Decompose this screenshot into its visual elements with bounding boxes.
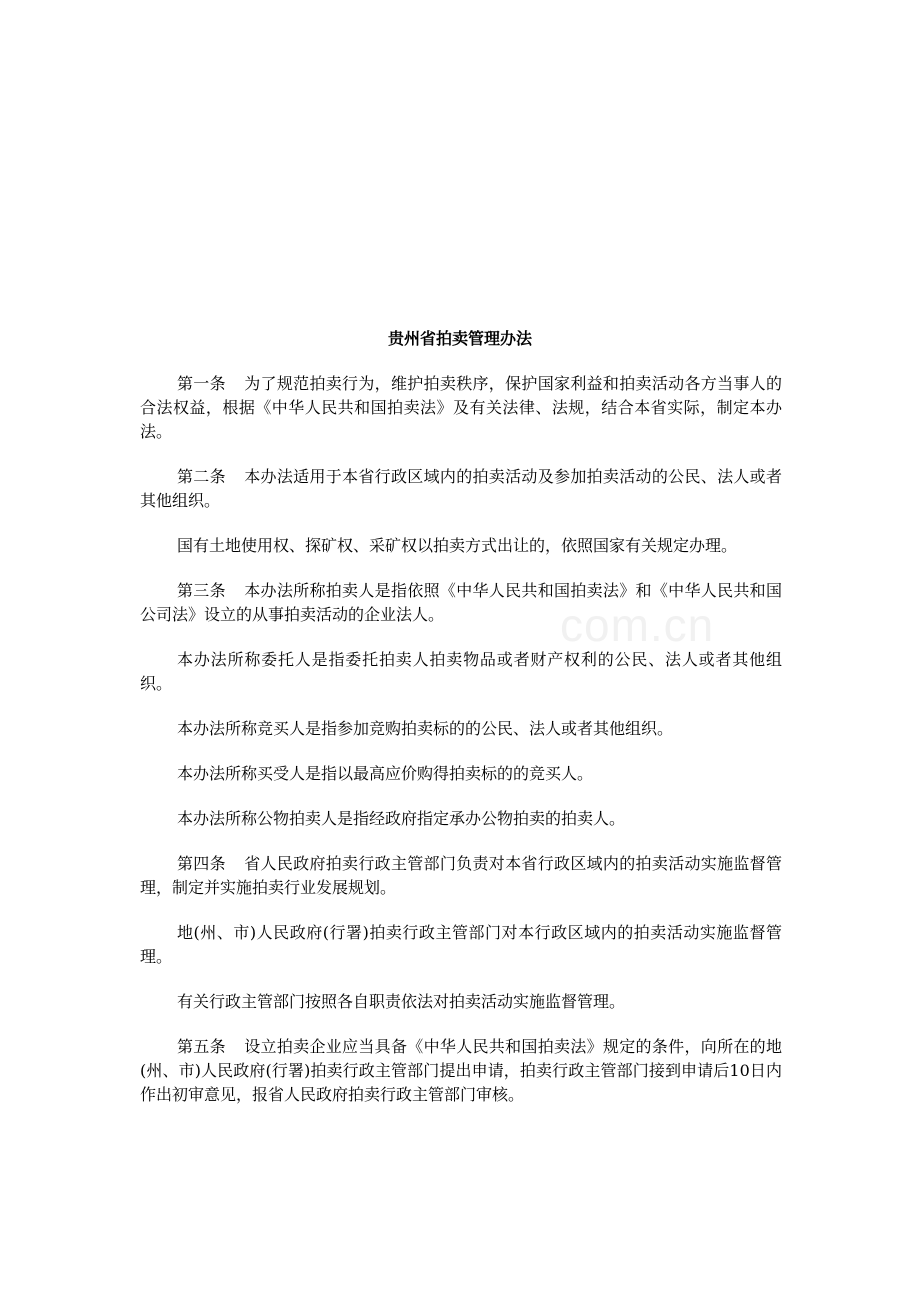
paragraph-text: 本办法所称委托人是指委托拍卖人拍卖物品或者财产权利的公民、法人或者其他组织。 (140, 650, 782, 693)
paragraph (140, 990, 782, 1014)
paragraph (140, 579, 782, 627)
article-label: 第一条 (177, 374, 226, 393)
paragraph (140, 921, 782, 969)
paragraph-text: 设立拍卖企业应当具备《中华人民共和国拍卖法》规定的条件，向所在的地(州、市)人民政府(行署)拍卖行政主管部门提出申请，拍卖行政主管部门接到申请后10日内作出初审意见，报省人民政府拍卖行政主管部门审核。 (140, 1037, 782, 1104)
paragraph-text: 本办法所称买受人是指以最高应价购得拍卖标的的竞买人。 (177, 764, 594, 783)
paragraph-text: 本办法所称公物拍卖人是指经政府指定承办公物拍卖的拍卖人。 (177, 809, 626, 828)
article-label: 第四条 (177, 854, 226, 873)
paragraph-text: 地(州、市)人民政府(行署)拍卖行政主管部门对本行政区域内的拍卖活动实施监督管理。 (140, 923, 782, 966)
article-label: 第三条 (177, 581, 226, 600)
paragraph-text: 本办法所称竞买人是指参加竞购拍卖标的的公民、法人或者其他组织。 (177, 719, 674, 738)
paragraph-text: 本办法所称拍卖人是指依照《中华人民共和国拍卖法》和《中华人民共和国公司法》设立的从事拍卖活动的企业法人。 (140, 581, 782, 624)
paragraph (140, 717, 782, 741)
paragraph-text: 有关行政主管部门按照各自职责依法对拍卖活动实施监督管理。 (177, 992, 626, 1011)
paragraph (140, 648, 782, 696)
document-title: 贵州省拍卖管理办法 (387, 329, 532, 348)
paragraph-text: 为了规范拍卖行为，维护拍卖秩序，保护国家利益和拍卖活动各方当事人的合法权益，根据《中华人民共和国拍卖法》及有关法律、法规，结合本省实际，制定本办法。 (140, 374, 782, 441)
paragraph (140, 465, 782, 513)
watermark: com.cn (560, 599, 715, 651)
article-label: 第五条 (177, 1037, 226, 1056)
paragraph (140, 807, 782, 831)
paragraph (140, 534, 782, 558)
paragraph (140, 372, 782, 444)
paragraph (140, 852, 782, 900)
paragraph-text: 国有土地使用权、探矿权、采矿权以拍卖方式出让的，依照国家有关规定办理。 (177, 536, 738, 555)
paragraph (140, 1035, 782, 1107)
document-body (140, 372, 782, 1128)
paragraph-text: 本办法适用于本省行政区域内的拍卖活动及参加拍卖活动的公民、法人或者其他组织。 (140, 467, 782, 510)
paragraph (140, 762, 782, 786)
article-label: 第二条 (177, 467, 226, 486)
paragraph-text: 省人民政府拍卖行政主管部门负责对本省行政区域内的拍卖活动实施监督管理，制定并实施拍卖行业发展规划。 (140, 854, 782, 897)
